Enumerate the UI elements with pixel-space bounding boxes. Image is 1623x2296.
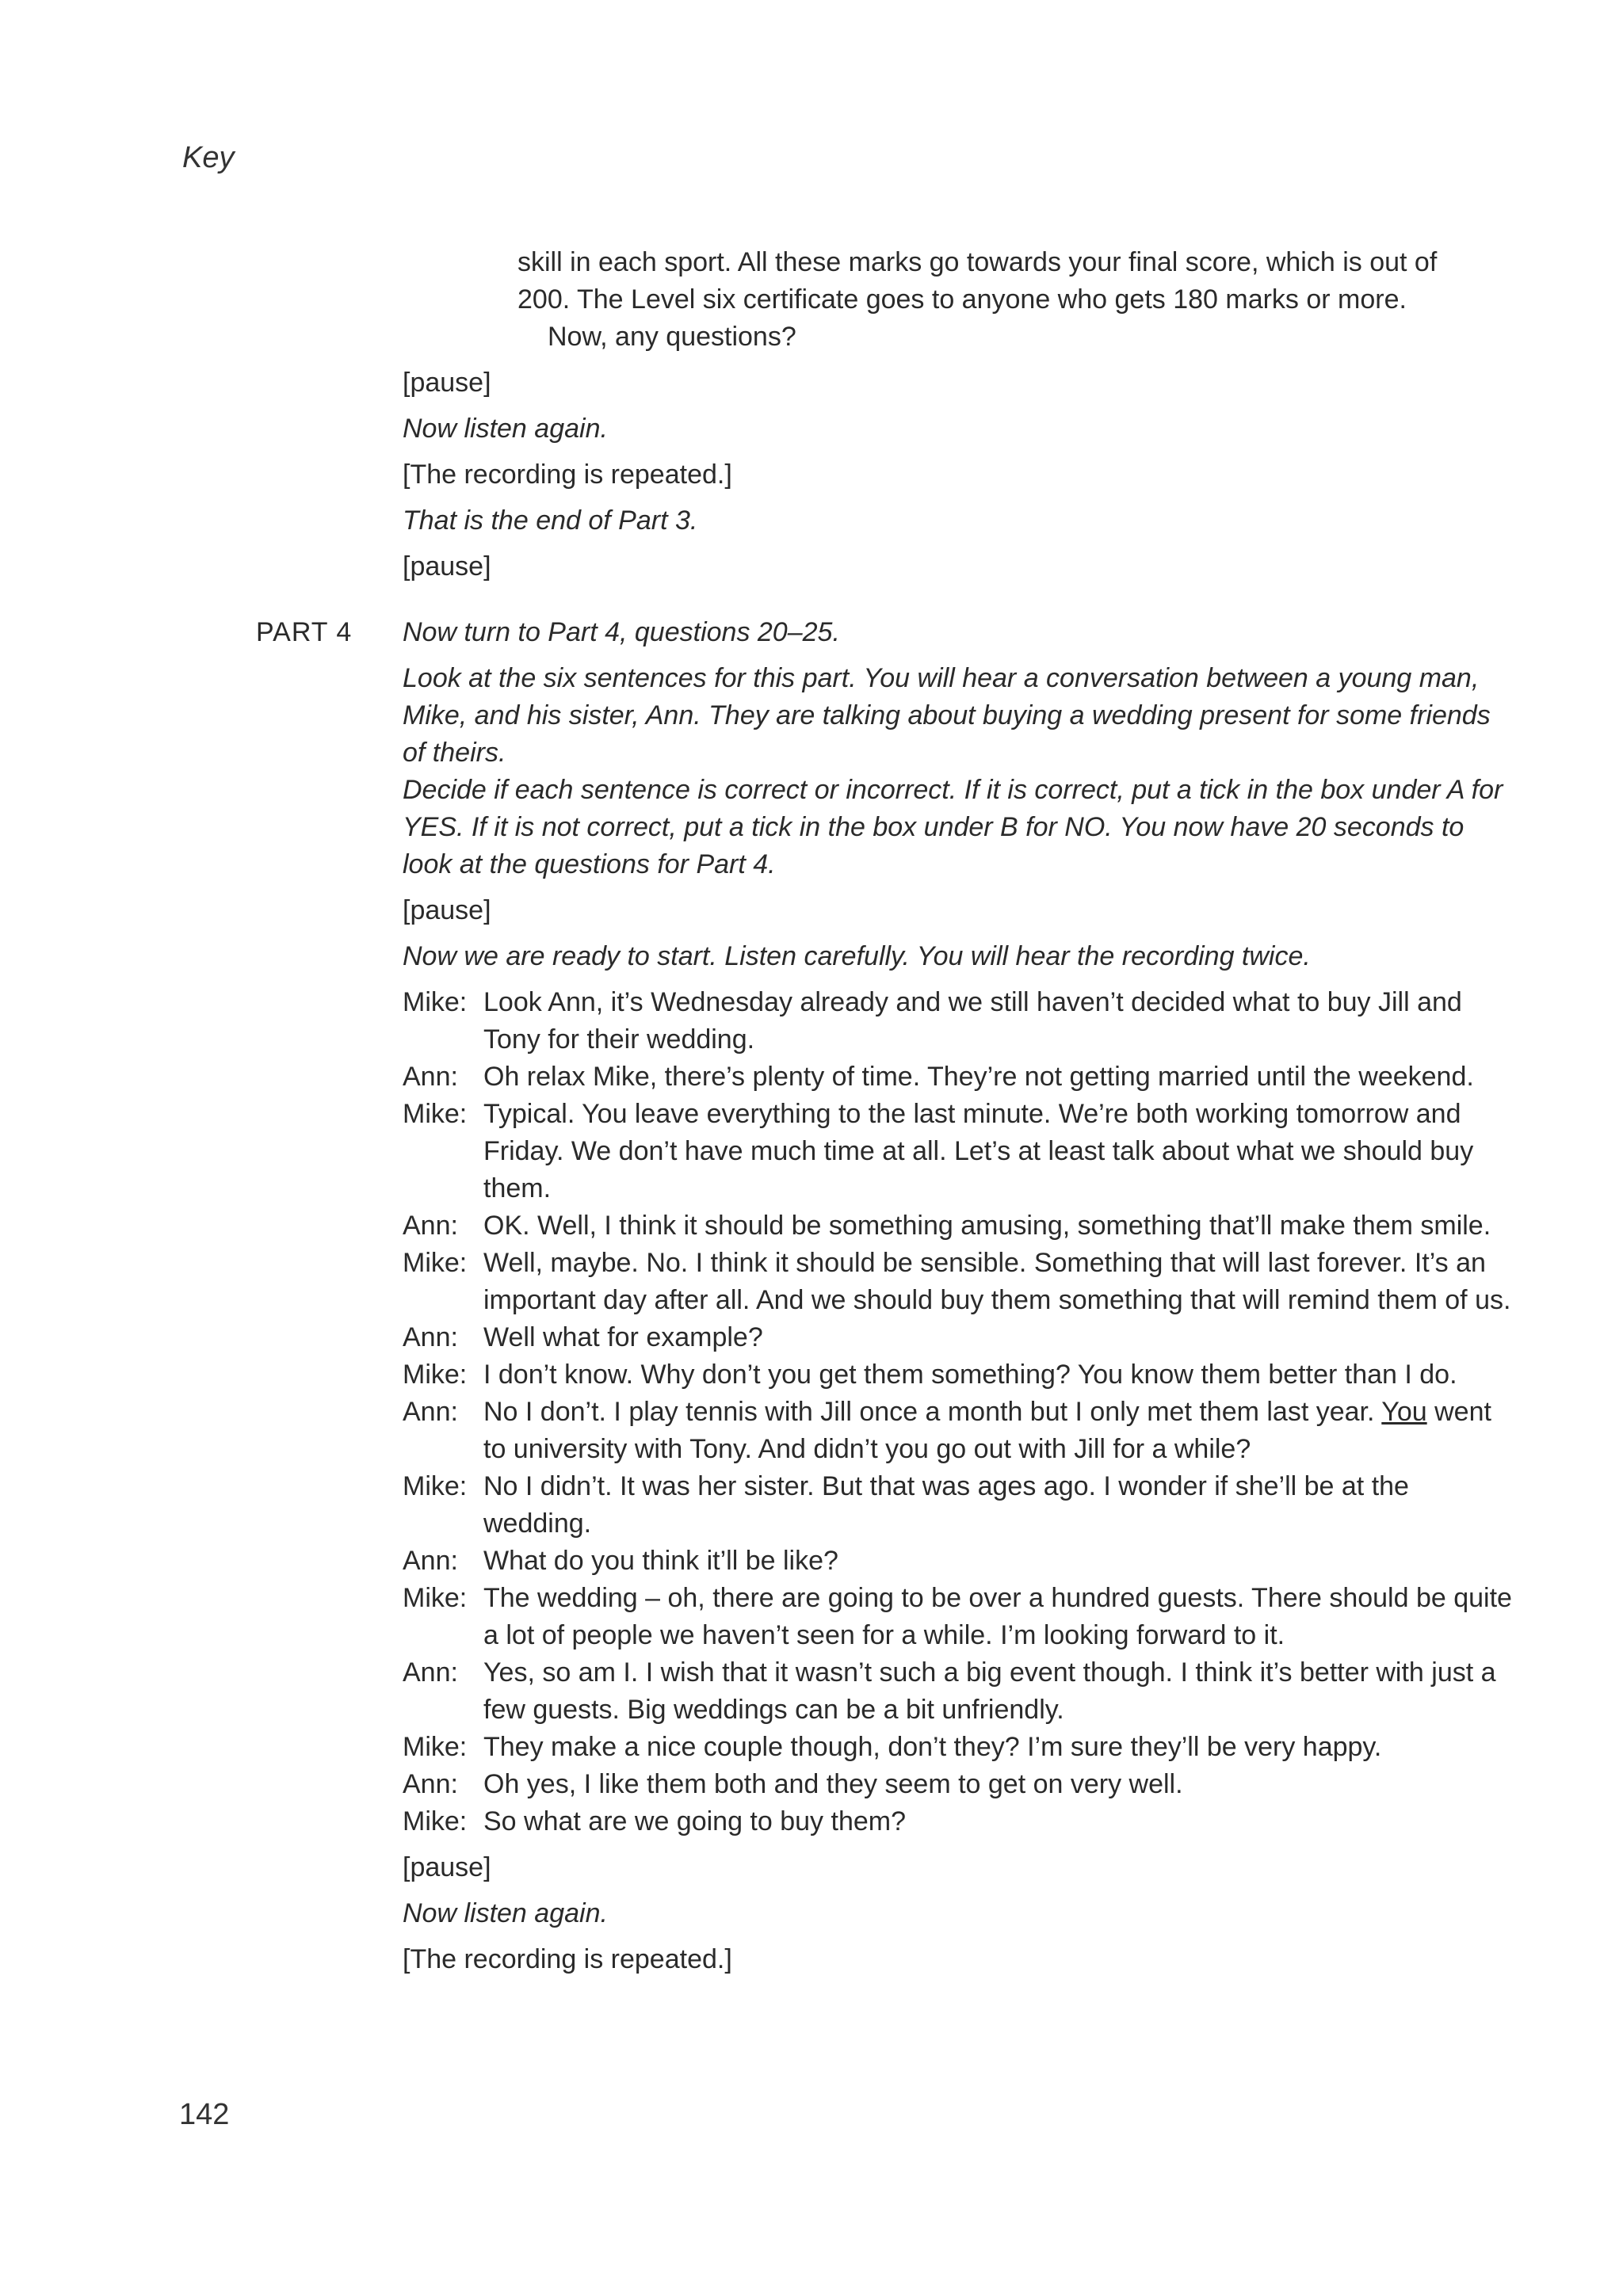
- instruction-paragraph: Decide if each sentence is correct or incorrect. If it is correct, put a tick in the box under A for YES. If it is not correct, put a tick in the box under B for NO. You now have 20 seconds to look at the questions for Part 4.: [403, 775, 1503, 879]
- running-header-key: Key: [182, 141, 235, 174]
- instruction-paragraph: Look at the six sentences for this part. You will hear a conversation between a young man, Mike, and his sister, Ann. They are talking about buying a wedding present for some friends of theirs.: [403, 663, 1491, 768]
- stage-direction-pause: [pause]: [403, 368, 491, 398]
- dialogue-turn: [403, 1394, 1512, 1468]
- dialogue-turn: [403, 1468, 1512, 1543]
- dialogue-turn: [403, 1766, 1512, 1803]
- dialogue-turn: [403, 1245, 1512, 1319]
- stage-direction-repeated: [The recording is repeated.]: [403, 460, 732, 490]
- dialogue-turn: [403, 1654, 1512, 1729]
- speaker-label: Ann:: [403, 1211, 458, 1241]
- speech-text: Yes, so am I. I wish that it wasn’t such a big event though. I think it’s better with just a few guests. Big weddings can be a bit unfriendly.: [483, 1657, 1496, 1725]
- dialogue: [403, 984, 1512, 1840]
- continuation-line: Now, any questions?: [548, 322, 796, 352]
- speech-text: They make a nice couple though, don’t they? I’m sure they’ll be very happy.: [483, 1732, 1382, 1762]
- speech-text: The wedding – oh, there are going to be over a hundred guests. There should be quite a lot of people we haven’t seen for a while. I’m looking forward to it.: [483, 1583, 1512, 1650]
- instruction-listen-again: Now listen again.: [403, 1898, 608, 1928]
- speech-text: Well what for example?: [483, 1322, 763, 1352]
- dialogue-turn: [403, 1580, 1512, 1654]
- speech-text: Look Ann, it’s Wednesday already and we still haven’t decided what to buy Jill and Tony for their wedding.: [483, 987, 1462, 1055]
- transcript-body: [256, 244, 1512, 1978]
- underlined-word: You: [1381, 1397, 1427, 1427]
- continuation-paragraph: [403, 244, 1512, 356]
- part-label: PART 4: [256, 617, 353, 647]
- speaker-label: Mike:: [403, 1806, 468, 1836]
- speaker-label: Mike:: [403, 1583, 468, 1613]
- speech-text: Oh yes, I like them both and they seem to get on very well.: [483, 1769, 1183, 1799]
- speech-text: What do you think it’ll be like?: [483, 1546, 838, 1576]
- dialogue-turn: [403, 984, 1512, 1058]
- dialogue-turn: [403, 1058, 1512, 1096]
- speech-text: So what are we going to buy them?: [483, 1806, 906, 1836]
- speaker-label: Ann:: [403, 1657, 458, 1688]
- speech-text: [483, 1394, 1512, 1468]
- dialogue-turn: [403, 1803, 1512, 1840]
- continuation-line: 200. The Level six certificate goes to anyone who gets 180 marks or more.: [517, 284, 1407, 315]
- speech-text-part: went to university with Tony. And didn’t you go out with Jill for a while?: [483, 1397, 1491, 1464]
- part-4-heading-row: [256, 614, 1512, 651]
- speech-text: No I didn’t. It was her sister. But that was ages ago. I wonder if she’ll be at the wedding.: [483, 1471, 1409, 1539]
- speech-text-part: No I don’t. I play tennis with Jill once a month but I only met them last year.: [483, 1397, 1382, 1427]
- speaker-label: Mike:: [403, 1248, 468, 1278]
- speaker-label: Mike:: [403, 1099, 468, 1129]
- dialogue-turn: [403, 1543, 1512, 1580]
- speech-text: I don’t know. Why don’t you get them something? You know them better than I do.: [483, 1360, 1457, 1390]
- stage-direction-pause: [pause]: [403, 1852, 491, 1882]
- speaker-label: Ann:: [403, 1397, 458, 1427]
- dialogue-turn: [403, 1207, 1512, 1245]
- page-number: 142: [179, 2098, 230, 2131]
- continuation-line: skill in each sport. All these marks go towards your final score, which is out of: [517, 247, 1438, 277]
- speaker-label: Ann:: [403, 1769, 458, 1799]
- dialogue-turn: [403, 1729, 1512, 1766]
- speaker-label: Mike:: [403, 1360, 468, 1390]
- stage-direction-pause: [pause]: [403, 895, 491, 925]
- speech-text: Typical. You leave everything to the last minute. We’re both working tomorrow and Friday. We don’t have much time at all. Let’s at least talk about what we should buy them.: [483, 1099, 1474, 1203]
- instruction-listen-again: Now listen again.: [403, 414, 608, 444]
- dialogue-turn: [403, 1356, 1512, 1394]
- dialogue-turn: [403, 1319, 1512, 1356]
- speaker-label: Mike:: [403, 1732, 468, 1762]
- stage-direction-pause: [pause]: [403, 551, 491, 582]
- instruction-turn-to-part: Now turn to Part 4, questions 20–25.: [403, 617, 840, 647]
- stage-direction-repeated: [The recording is repeated.]: [403, 1944, 732, 1974]
- speaker-label: Ann:: [403, 1546, 458, 1576]
- dialogue-turn: [403, 1096, 1512, 1207]
- speech-text: Well, maybe. No. I think it should be sensible. Something that will last forever. It’s an important day after all. And we should buy them something that will remind them of us.: [483, 1248, 1511, 1315]
- speaker-label: Mike:: [403, 987, 468, 1017]
- speaker-label: Ann:: [403, 1322, 458, 1352]
- speech-text: OK. Well, I think it should be something amusing, something that’ll make them smile.: [483, 1211, 1491, 1241]
- instruction-ready: Now we are ready to start. Listen carefully. You will hear the recording twice.: [403, 941, 1311, 971]
- instruction-end-of-part: That is the end of Part 3.: [403, 505, 698, 536]
- speaker-label: Ann:: [403, 1062, 458, 1092]
- speaker-label: Mike:: [403, 1471, 468, 1501]
- speech-text: Oh relax Mike, there’s plenty of time. They’re not getting married until the weekend.: [483, 1062, 1474, 1092]
